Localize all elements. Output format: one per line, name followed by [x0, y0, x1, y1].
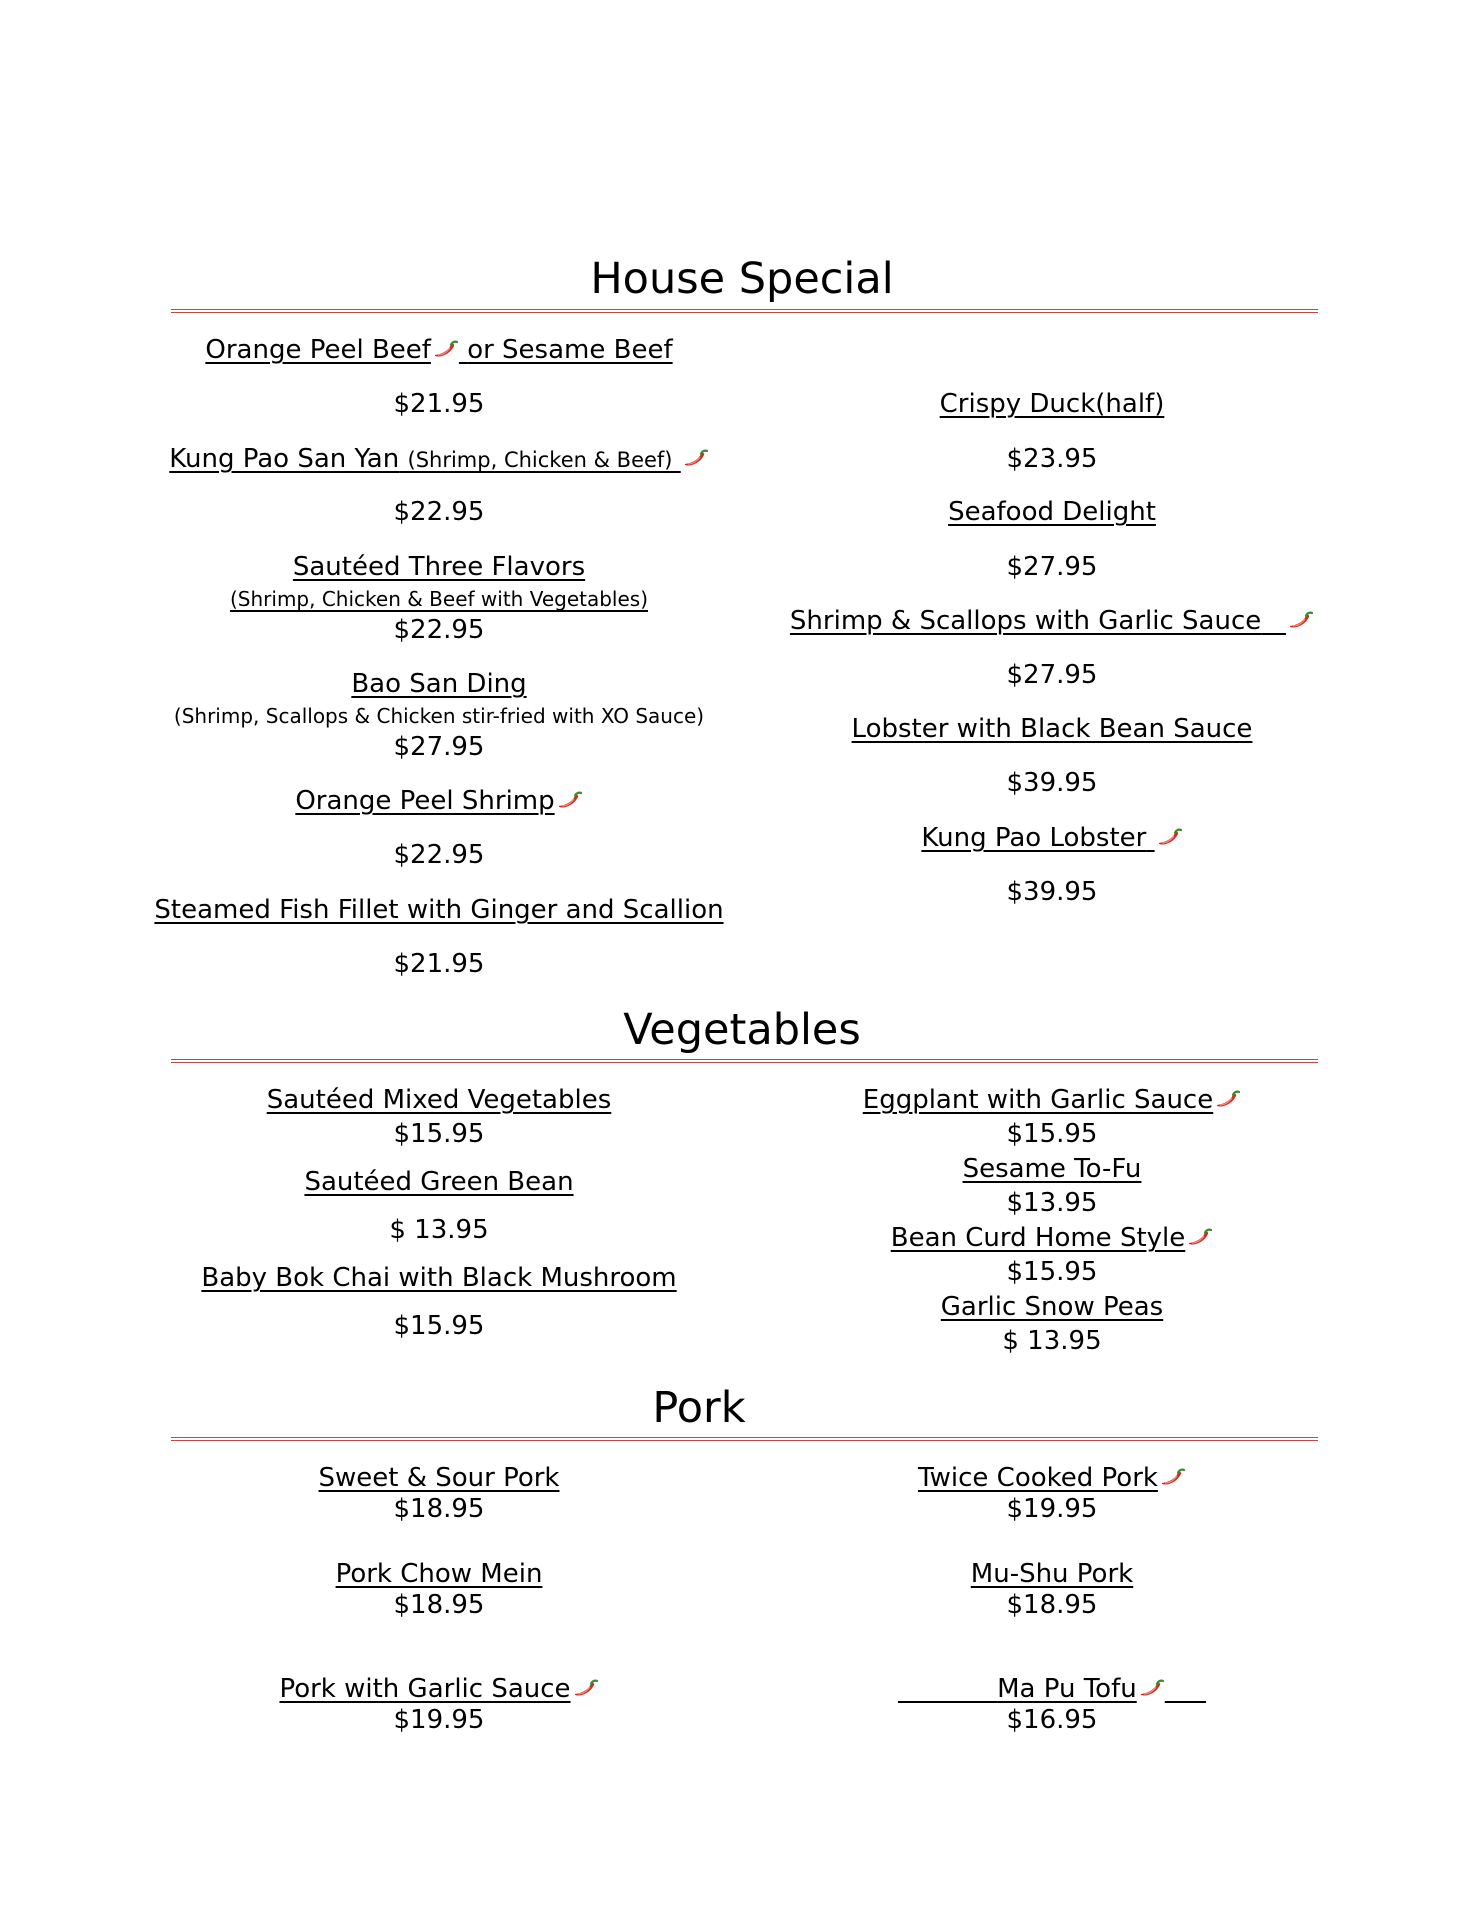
- chili-pepper-icon: [431, 340, 459, 360]
- item-price: $39.95: [1006, 768, 1098, 798]
- menu-item: [90, 1676, 788, 1702]
- item-price: $18.95: [393, 1590, 485, 1620]
- item-name: Pork with Garlic Sauce: [279, 1674, 598, 1704]
- item-price: $27.95: [1006, 660, 1098, 690]
- menu-item: [702, 608, 1402, 634]
- chili-pepper-icon: [1155, 828, 1183, 848]
- menu-item: [90, 446, 788, 472]
- chili-pepper-icon: [571, 1679, 599, 1699]
- item-price: $16.95: [1006, 1705, 1098, 1735]
- menu-item: [702, 716, 1402, 742]
- item-name: Crispy Duck(half): [939, 389, 1165, 419]
- menu-item: [702, 825, 1402, 851]
- item-price: $27.95: [1006, 552, 1098, 582]
- item-price: $19.95: [1006, 1494, 1098, 1524]
- item-name: Orange Peel Beef or Sesame Beef: [205, 335, 673, 365]
- item-name: Eggplant with Garlic Sauce: [863, 1085, 1241, 1115]
- item-name: Bean Curd Home Style: [891, 1223, 1214, 1253]
- item-price: $39.95: [1006, 877, 1098, 907]
- menu-item: [702, 1225, 1402, 1251]
- chili-pepper-icon: [1185, 1228, 1213, 1248]
- menu-item: [90, 1265, 788, 1291]
- item-note: (Shrimp, Scallops & Chicken stir-fried with XO Sauce): [173, 704, 705, 728]
- item-name: Sautéed Green Bean: [304, 1167, 574, 1197]
- item-name: Shrimp & Scallops with Garlic Sauce: [790, 606, 1314, 636]
- item-name: Kung Pao Lobster: [921, 823, 1182, 853]
- item-name: Sautéed Three Flavors: [292, 552, 586, 582]
- menu-item: [90, 671, 788, 697]
- item-price: $15.95: [393, 1119, 485, 1149]
- item-price: $27.95: [393, 732, 485, 762]
- menu-item: [702, 1156, 1402, 1182]
- item-price: $23.95: [1006, 444, 1098, 474]
- menu-item: [90, 1087, 788, 1113]
- item-name: Steamed Fish Fillet with Ginger and Scallion: [154, 895, 724, 925]
- chili-pepper-icon: [1213, 1090, 1241, 1110]
- item-price: $22.95: [393, 497, 485, 527]
- item-price: $15.95: [393, 1311, 485, 1341]
- section-divider: [171, 309, 1318, 313]
- menu-item: [702, 1294, 1402, 1320]
- item-name: Baby Bok Chai with Black Mushroom: [201, 1263, 677, 1293]
- menu-item: [90, 1465, 788, 1491]
- section-divider: [171, 1437, 1318, 1441]
- item-name: Lobster with Black Bean Sauce: [851, 714, 1253, 744]
- item-name: Twice Cooked Pork: [918, 1463, 1186, 1493]
- item-price: $15.95: [1006, 1119, 1098, 1149]
- item-price: $21.95: [393, 389, 485, 419]
- item-note: (Shrimp, Chicken & Beef): [407, 448, 673, 472]
- section-title-vegetables: Vegetables: [623, 1005, 861, 1055]
- section-title-pork: Pork: [652, 1383, 746, 1433]
- item-name: Sesame To-Fu: [962, 1154, 1142, 1184]
- item-price: $22.95: [393, 615, 485, 645]
- item-name: Orange Peel Shrimp: [295, 786, 582, 816]
- item-name: Ma Pu Tofu: [898, 1674, 1206, 1704]
- menu-item: [90, 1561, 788, 1587]
- item-name: Garlic Snow Peas: [940, 1292, 1164, 1322]
- chili-pepper-icon: [555, 791, 583, 811]
- menu-item: [702, 1087, 1402, 1113]
- item-price: $19.95: [393, 1705, 485, 1735]
- item-price: $22.95: [393, 840, 485, 870]
- item-price: $ 13.95: [1002, 1326, 1102, 1356]
- item-price: $13.95: [1006, 1188, 1098, 1218]
- menu-item: [702, 1676, 1402, 1702]
- menu-item: [90, 337, 788, 363]
- item-name: Bao San Ding: [351, 669, 527, 699]
- item-price: $15.95: [1006, 1257, 1098, 1287]
- chili-pepper-icon: [1137, 1679, 1165, 1699]
- menu-item: [90, 1169, 788, 1195]
- chili-pepper-icon: [1158, 1468, 1186, 1488]
- item-name: Mu-Shu Pork: [970, 1559, 1134, 1589]
- menu-item: [90, 554, 788, 580]
- chili-pepper-icon: [1286, 611, 1314, 631]
- section-title-house-special: House Special: [590, 254, 894, 304]
- menu-item: [90, 788, 788, 814]
- item-note: (Shrimp, Chicken & Beef with Vegetables): [229, 587, 649, 611]
- item-price: $18.95: [1006, 1590, 1098, 1620]
- item-name: Kung Pao San Yan (Shrimp, Chicken & Beef): [169, 444, 709, 474]
- menu-item: [702, 1561, 1402, 1587]
- menu-item: [90, 897, 788, 923]
- section-divider: [171, 1059, 1318, 1063]
- item-name: Pork Chow Mein: [335, 1559, 543, 1589]
- item-price: $21.95: [393, 949, 485, 979]
- item-name: Sweet & Sour Pork: [318, 1463, 560, 1493]
- item-price: $18.95: [393, 1494, 485, 1524]
- item-price: $ 13.95: [389, 1215, 489, 1245]
- menu-item: [702, 499, 1402, 525]
- menu-item: [702, 1465, 1402, 1491]
- menu-item: [702, 391, 1402, 417]
- item-name: Seafood Delight: [948, 497, 1156, 527]
- item-name: Sautéed Mixed Vegetables: [266, 1085, 612, 1115]
